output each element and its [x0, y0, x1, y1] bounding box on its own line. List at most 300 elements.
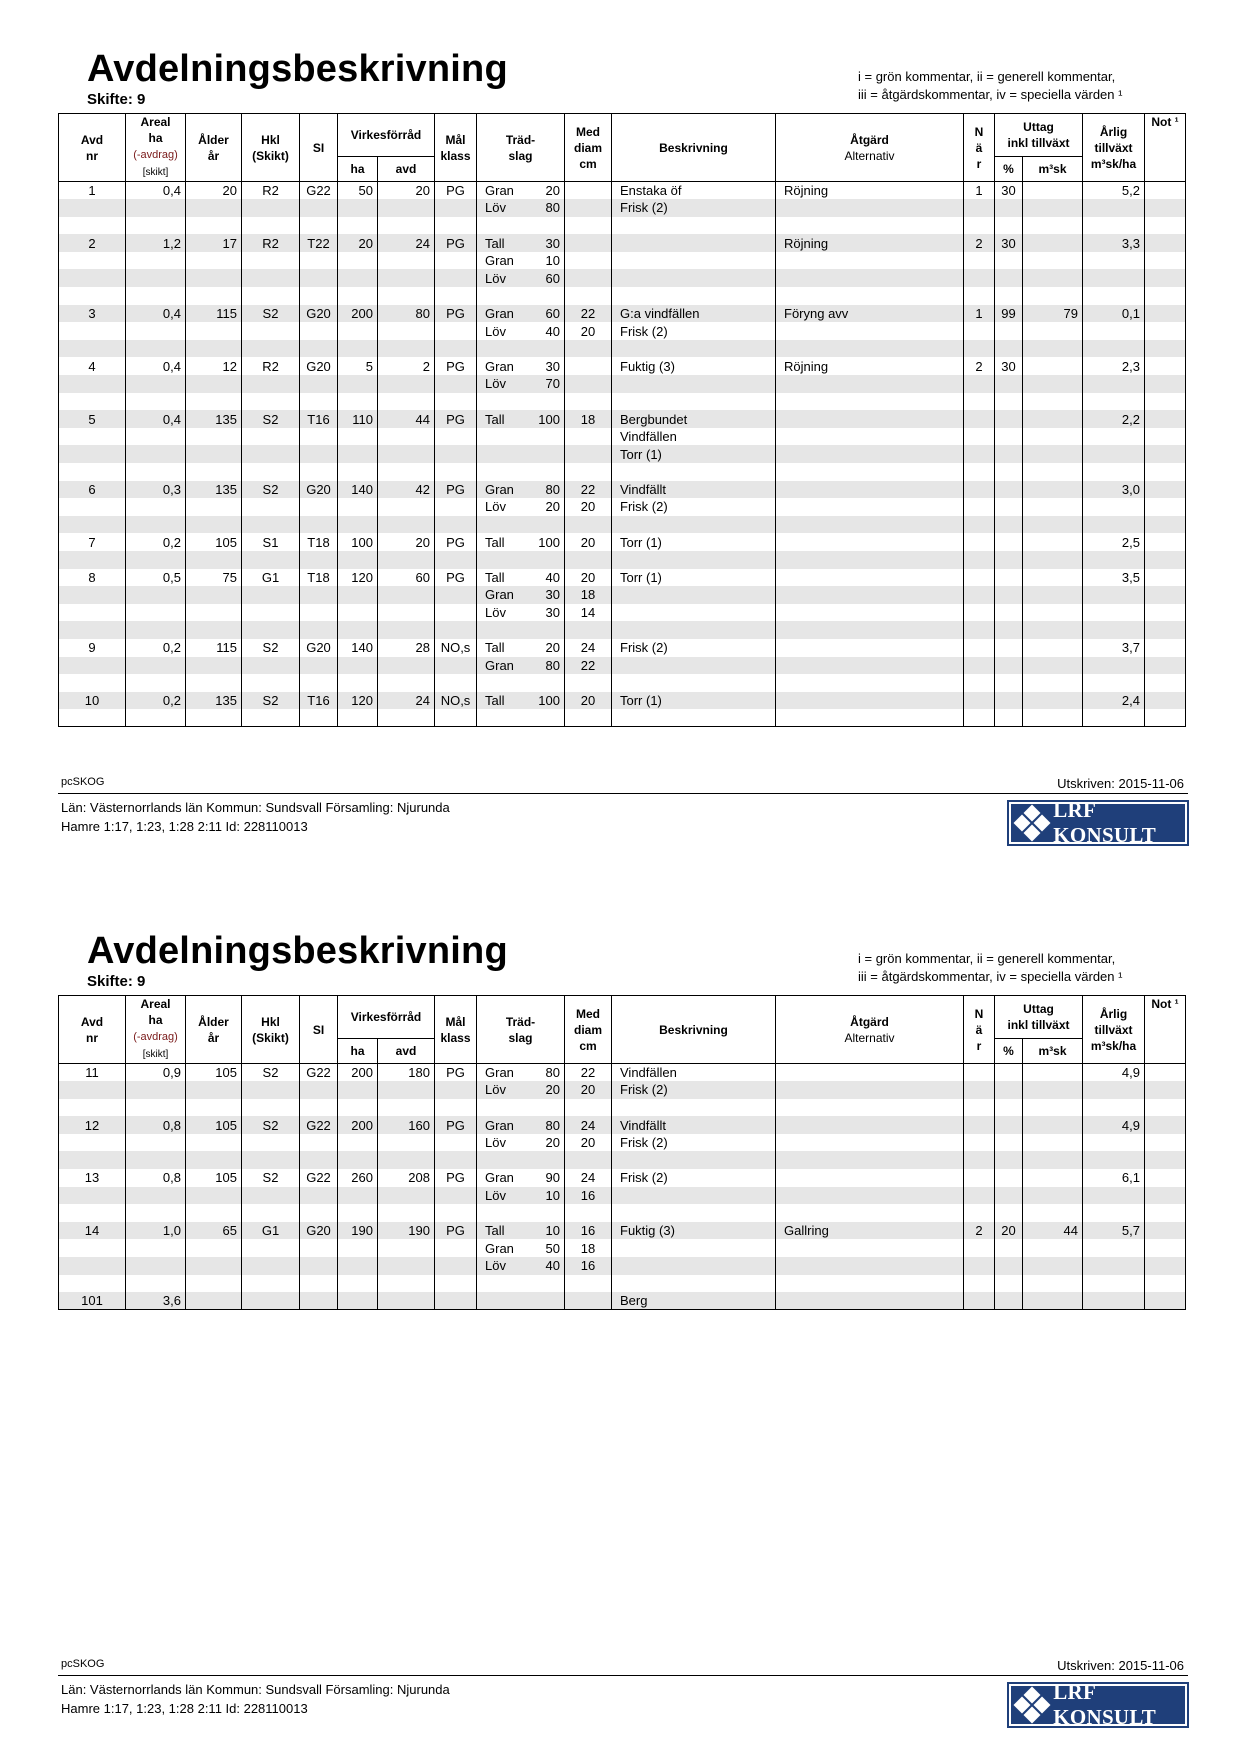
program-name: pcSKOG	[61, 776, 105, 788]
atgard	[776, 533, 964, 551]
si	[300, 709, 338, 727]
species-entry	[477, 569, 564, 586]
virkes-ha: 50	[338, 182, 378, 200]
species-name: Gran	[485, 358, 514, 374]
virkes-ha	[338, 463, 378, 481]
col-nar	[964, 114, 995, 182]
col-uttag	[995, 996, 1083, 1039]
uttag-pct	[995, 569, 1023, 587]
virkes-avd: 2	[378, 357, 435, 375]
not	[1145, 322, 1186, 340]
header-text: m³sk/ha	[1090, 1038, 1137, 1053]
species-pct: 80	[545, 481, 560, 497]
areal: 0,2	[126, 692, 186, 710]
arlig-tillvaxt	[1083, 1204, 1145, 1222]
si: G22	[300, 1116, 338, 1134]
not	[1145, 516, 1186, 534]
alder	[186, 604, 242, 622]
species-entry	[477, 305, 564, 322]
lrf-diamond-logo-icon	[1015, 806, 1045, 840]
uttag-pct: 30	[995, 182, 1023, 200]
uttag-pct	[995, 551, 1023, 569]
not	[1145, 1222, 1186, 1240]
med-diam	[565, 340, 612, 358]
uttag-pct	[995, 621, 1023, 639]
med-diam: 18	[565, 586, 612, 604]
uttag-m3	[1023, 533, 1083, 551]
not	[1145, 692, 1186, 710]
virkes-ha: 200	[338, 1116, 378, 1134]
header-text: Areal	[140, 115, 171, 129]
not	[1145, 709, 1186, 727]
species-name: Löv	[485, 1187, 506, 1203]
division-row-cont	[59, 199, 1186, 217]
header-text: SI	[312, 1022, 325, 1037]
header-text: m³sk/ha	[1090, 156, 1137, 171]
areal	[126, 516, 186, 534]
arlig-tillvaxt	[1083, 1081, 1145, 1099]
virkes-ha: 100	[338, 533, 378, 551]
species-entry	[477, 1064, 564, 1081]
si	[300, 551, 338, 569]
header-text: (-avdrag)	[133, 149, 178, 161]
col-uttag-pct	[995, 157, 1023, 182]
species-pct: 30	[545, 587, 560, 603]
malklass	[435, 621, 477, 639]
malklass	[435, 1081, 477, 1099]
areal: 0,4	[126, 182, 186, 200]
header-text: slag	[508, 1030, 533, 1045]
avd-nr	[59, 199, 126, 217]
program-name: pcSKOG	[61, 1658, 105, 1670]
hkl	[242, 340, 300, 358]
atgard	[776, 287, 964, 305]
alder	[186, 1204, 242, 1222]
header-text: slag	[508, 148, 533, 163]
atgard	[776, 375, 964, 393]
avd-nr: 5	[59, 410, 126, 428]
virkes-avd	[378, 287, 435, 305]
areal	[126, 1239, 186, 1257]
alder	[186, 551, 242, 569]
med-diam	[565, 269, 612, 287]
malklass	[435, 217, 477, 235]
col-not	[1145, 114, 1186, 182]
species-pct: 50	[545, 1240, 560, 1256]
hkl: S2	[242, 1116, 300, 1134]
si	[300, 340, 338, 358]
beskrivning	[612, 252, 776, 270]
malklass	[435, 340, 477, 358]
virkes-ha: 140	[338, 481, 378, 499]
uttag-pct	[995, 287, 1023, 305]
virkes-ha	[338, 322, 378, 340]
uttag-m3	[1023, 709, 1083, 727]
division-row-cont	[59, 428, 1186, 446]
species-name: Gran	[485, 1240, 514, 1256]
si	[300, 1257, 338, 1275]
uttag-m3	[1023, 498, 1083, 516]
species-pct: 30	[545, 235, 560, 251]
species-pct: 80	[545, 1065, 560, 1081]
property-line: Hamre 1:17, 1:23, 1:28 2:11 Id: 228110013	[61, 819, 308, 834]
not	[1145, 1257, 1186, 1275]
nar	[964, 428, 995, 446]
header-text: diam	[573, 140, 602, 155]
si	[300, 217, 338, 235]
arlig-tillvaxt	[1083, 269, 1145, 287]
nar	[964, 410, 995, 428]
areal	[126, 428, 186, 446]
avd-nr	[59, 287, 126, 305]
virkes-avd	[378, 445, 435, 463]
si: G20	[300, 481, 338, 499]
arlig-tillvaxt	[1083, 1292, 1145, 1310]
division-row-cont	[59, 1257, 1186, 1275]
areal	[126, 1187, 186, 1205]
nar	[964, 1257, 995, 1275]
tradslag	[477, 1292, 565, 1310]
si	[300, 445, 338, 463]
avd-nr: 10	[59, 692, 126, 710]
division-table	[58, 113, 1186, 727]
hkl	[242, 445, 300, 463]
col-virkes-avd	[378, 1039, 435, 1064]
alder	[186, 621, 242, 639]
tradslag	[477, 1151, 565, 1169]
nar	[964, 269, 995, 287]
si	[300, 463, 338, 481]
hkl	[242, 1275, 300, 1293]
not	[1145, 621, 1186, 639]
division-row	[59, 1292, 1186, 1310]
division-row	[59, 639, 1186, 657]
virkes-ha	[338, 1204, 378, 1222]
avd-nr	[59, 551, 126, 569]
atgard	[776, 674, 964, 692]
hkl	[242, 322, 300, 340]
uttag-m3	[1023, 1116, 1083, 1134]
uttag-pct	[995, 252, 1023, 270]
tradslag	[477, 533, 565, 551]
header-text: Hkl	[261, 1014, 280, 1029]
beskrivning	[612, 516, 776, 534]
uttag-m3	[1023, 340, 1083, 358]
avd-nr	[59, 1151, 126, 1169]
division-row-cont	[59, 1187, 1186, 1205]
uttag-m3	[1023, 287, 1083, 305]
division-row-cont	[59, 498, 1186, 516]
not	[1145, 1275, 1186, 1293]
species-name: Löv	[485, 1135, 506, 1151]
si	[300, 199, 338, 217]
arlig-tillvaxt	[1083, 1257, 1145, 1275]
nar	[964, 639, 995, 657]
beskrivning: G:a vindfällen	[612, 305, 776, 323]
species-entry	[477, 375, 564, 392]
hkl	[242, 428, 300, 446]
tradslag	[477, 305, 565, 323]
virkes-avd	[378, 1151, 435, 1169]
arlig-tillvaxt	[1083, 1151, 1145, 1169]
header-text: SI	[312, 140, 325, 155]
arlig-tillvaxt	[1083, 709, 1145, 727]
nar	[964, 586, 995, 604]
atgard	[776, 252, 964, 270]
nar	[964, 375, 995, 393]
avd-nr	[59, 217, 126, 235]
uttag-pct	[995, 516, 1023, 534]
lrf-diamond-logo-icon	[1015, 1688, 1045, 1722]
si	[300, 1239, 338, 1257]
division-row-cont	[59, 586, 1186, 604]
uttag-pct	[995, 393, 1023, 411]
tradslag	[477, 1064, 565, 1082]
col-avd	[59, 114, 126, 182]
species-pct: 100	[538, 693, 560, 709]
species-pct: 20	[545, 1135, 560, 1151]
division-row-cont	[59, 709, 1186, 727]
atgard	[776, 322, 964, 340]
not	[1145, 1134, 1186, 1152]
arlig-tillvaxt	[1083, 516, 1145, 534]
malklass	[435, 1239, 477, 1257]
species-name: Tall	[485, 640, 505, 656]
arlig-tillvaxt	[1083, 1239, 1145, 1257]
virkes-ha	[338, 604, 378, 622]
beskrivning	[612, 1187, 776, 1205]
hkl	[242, 1257, 300, 1275]
uttag-m3	[1023, 269, 1083, 287]
malklass	[435, 1187, 477, 1205]
not	[1145, 1169, 1186, 1187]
header-text: inkl tillväxt	[1007, 136, 1070, 151]
species-pct: 20	[545, 183, 560, 199]
comment-legend	[858, 950, 1122, 986]
areal: 0,2	[126, 639, 186, 657]
uttag-pct	[995, 340, 1023, 358]
virkes-ha: 200	[338, 305, 378, 323]
species-pct: 20	[545, 499, 560, 515]
nar: 2	[964, 1222, 995, 1240]
arlig-tillvaxt	[1083, 657, 1145, 675]
areal	[126, 1275, 186, 1293]
arlig-tillvaxt	[1083, 393, 1145, 411]
beskrivning	[612, 709, 776, 727]
si	[300, 252, 338, 270]
uttag-pct	[995, 604, 1023, 622]
alder	[186, 657, 242, 675]
beskrivning: Bergbundet	[612, 410, 776, 428]
uttag-m3	[1023, 1134, 1083, 1152]
hkl	[242, 287, 300, 305]
col-areal	[126, 114, 186, 182]
skifte-label: Skifte: 9	[87, 91, 146, 108]
virkes-ha	[338, 1239, 378, 1257]
areal: 0,2	[126, 533, 186, 551]
med-diam	[565, 516, 612, 534]
virkes-avd	[378, 551, 435, 569]
atgard	[776, 621, 964, 639]
virkes-avd	[378, 463, 435, 481]
alder	[186, 217, 242, 235]
page-2	[0, 882, 1240, 1759]
atgard	[776, 1169, 964, 1187]
malklass	[435, 428, 477, 446]
species-name: Tall	[485, 534, 505, 550]
header-text: Mål	[445, 1014, 466, 1029]
areal	[126, 1151, 186, 1169]
hkl: S2	[242, 481, 300, 499]
beskrivning	[612, 674, 776, 692]
malklass	[435, 375, 477, 393]
col-hkl	[242, 114, 300, 182]
species-pct: 90	[545, 1170, 560, 1186]
arlig-tillvaxt	[1083, 322, 1145, 340]
beskrivning	[612, 217, 776, 235]
si: G22	[300, 182, 338, 200]
alder	[186, 1081, 242, 1099]
alder	[186, 340, 242, 358]
atgard	[776, 1239, 964, 1257]
header-text: m³sk	[1038, 1044, 1067, 1059]
avd-nr	[59, 1257, 126, 1275]
header-text: Avd	[80, 1014, 104, 1029]
virkes-avd	[378, 498, 435, 516]
virkes-ha	[338, 199, 378, 217]
col-alder	[186, 996, 242, 1064]
division-row-cont	[59, 674, 1186, 692]
beskrivning	[612, 586, 776, 604]
species-name: Gran	[485, 1117, 514, 1133]
virkes-avd	[378, 1239, 435, 1257]
avd-nr	[59, 340, 126, 358]
malklass: PG	[435, 182, 477, 200]
not	[1145, 375, 1186, 393]
tradslag	[477, 1081, 565, 1099]
col-avd	[59, 996, 126, 1064]
virkes-ha	[338, 709, 378, 727]
virkes-ha	[338, 445, 378, 463]
beskrivning: Torr (1)	[612, 569, 776, 587]
virkes-avd: 28	[378, 639, 435, 657]
si: T16	[300, 410, 338, 428]
med-diam: 16	[565, 1187, 612, 1205]
hkl	[242, 516, 300, 534]
arlig-tillvaxt	[1083, 287, 1145, 305]
header-text: Areal	[140, 997, 171, 1011]
uttag-m3	[1023, 1257, 1083, 1275]
division-row-cont	[59, 551, 1186, 569]
nar	[964, 287, 995, 305]
areal: 0,5	[126, 569, 186, 587]
uttag-pct	[995, 1151, 1023, 1169]
hkl	[242, 217, 300, 235]
not	[1145, 1239, 1186, 1257]
beskrivning	[612, 340, 776, 358]
species-pct: 80	[545, 1117, 560, 1133]
virkes-ha: 110	[338, 410, 378, 428]
header-text: inkl tillväxt	[1007, 1018, 1070, 1033]
hkl: R2	[242, 234, 300, 252]
malklass	[435, 674, 477, 692]
areal	[126, 445, 186, 463]
nar	[964, 393, 995, 411]
arlig-tillvaxt: 3,0	[1083, 481, 1145, 499]
col-nar	[964, 996, 995, 1064]
species-pct: 100	[538, 411, 560, 427]
uttag-pct	[995, 199, 1023, 217]
col-uttag-pct	[995, 1039, 1023, 1064]
nar	[964, 1081, 995, 1099]
malklass	[435, 1275, 477, 1293]
species-name: Löv	[485, 376, 506, 392]
virkes-avd	[378, 340, 435, 358]
avd-nr: 6	[59, 481, 126, 499]
arlig-tillvaxt	[1083, 428, 1145, 446]
not	[1145, 463, 1186, 481]
header-text: ä	[975, 140, 983, 155]
hkl	[242, 1081, 300, 1099]
header-text: [skikt]	[142, 1049, 169, 1060]
hkl	[242, 199, 300, 217]
hkl: R2	[242, 357, 300, 375]
hkl	[242, 393, 300, 411]
hkl	[242, 252, 300, 270]
beskrivning: Vindfällen	[612, 1064, 776, 1082]
malklass: PG	[435, 1169, 477, 1187]
avd-nr	[59, 322, 126, 340]
division-row	[59, 533, 1186, 551]
med-diam	[565, 287, 612, 305]
arlig-tillvaxt: 5,2	[1083, 182, 1145, 200]
atgard: Gallring	[776, 1222, 964, 1240]
atgard	[776, 709, 964, 727]
malklass: PG	[435, 481, 477, 499]
med-diam: 24	[565, 639, 612, 657]
beskrivning	[612, 463, 776, 481]
uttag-m3: 79	[1023, 305, 1083, 323]
uttag-m3	[1023, 481, 1083, 499]
division-row-cont	[59, 1081, 1186, 1099]
arlig-tillvaxt	[1083, 340, 1145, 358]
med-diam: 20	[565, 569, 612, 587]
page-1	[0, 0, 1240, 877]
hkl	[242, 463, 300, 481]
virkes-ha: 260	[338, 1169, 378, 1187]
beskrivning: Enstaka öf	[612, 182, 776, 200]
col-diam	[565, 114, 612, 182]
species-pct: 70	[545, 376, 560, 392]
nar	[964, 569, 995, 587]
alder: 12	[186, 357, 242, 375]
avd-nr	[59, 1239, 126, 1257]
si	[300, 287, 338, 305]
avd-nr	[59, 428, 126, 446]
si: G20	[300, 357, 338, 375]
nar	[964, 498, 995, 516]
nar	[964, 604, 995, 622]
species-pct: 40	[545, 323, 560, 339]
beskrivning: Frisk (2)	[612, 322, 776, 340]
hkl	[242, 375, 300, 393]
location-line: Län: Västernorrlands län Kommun: Sundsvall Församling: Njurunda	[61, 800, 450, 815]
not	[1145, 1151, 1186, 1169]
col-si	[300, 114, 338, 182]
species-entry	[477, 1240, 564, 1257]
alder: 115	[186, 639, 242, 657]
col-beskrivning	[612, 996, 776, 1064]
